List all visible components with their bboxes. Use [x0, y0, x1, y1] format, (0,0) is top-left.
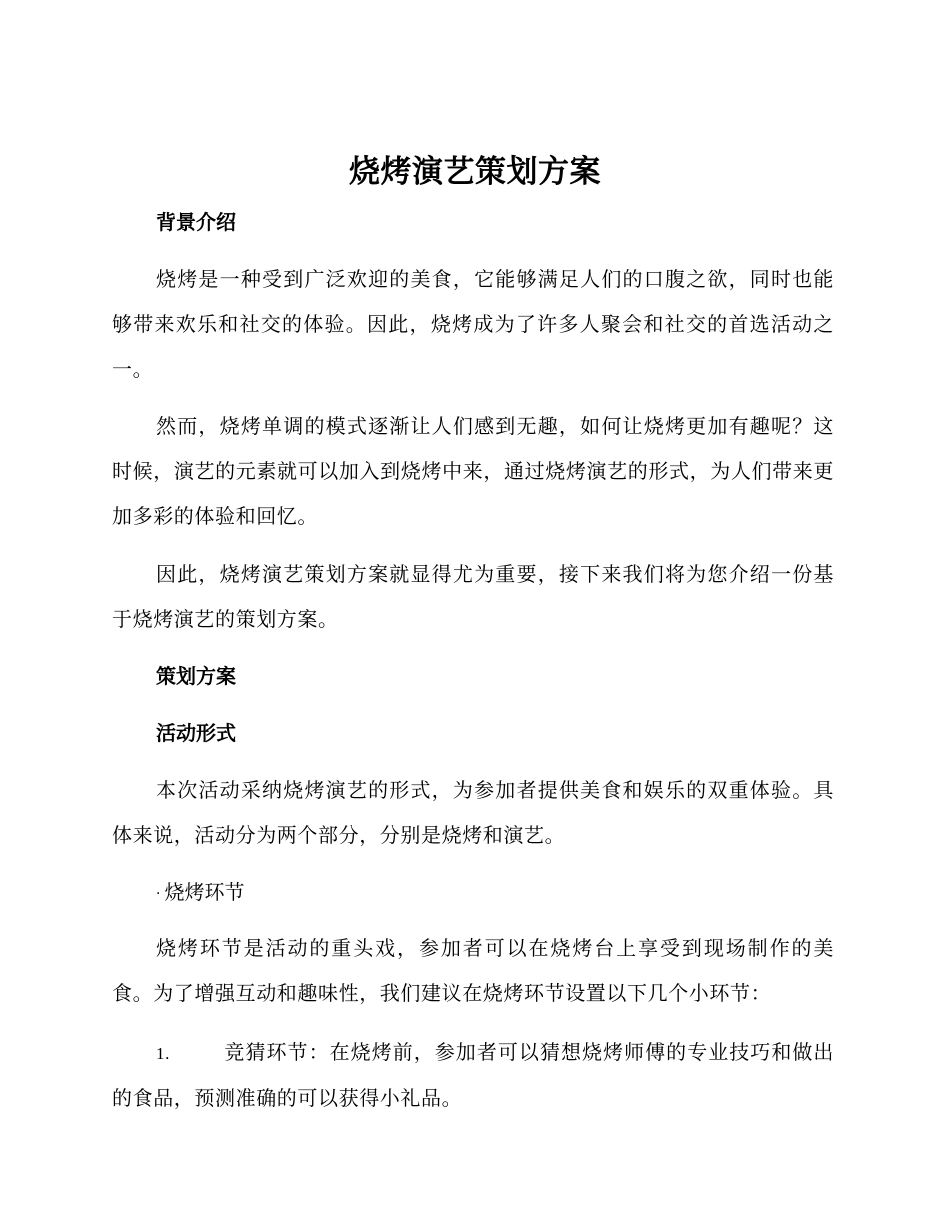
bbq-bullet-label: 烧烤环节: [164, 880, 245, 904]
bbq-bullet-item: [156, 878, 244, 908]
background-paragraph-3: 因此，烧烤演艺策划方案就显得尤为重要，接下来我们将为您介绍一份基于烧烤演艺的策划方案。: [112, 562, 834, 631]
bullet-icon: ·: [156, 885, 161, 902]
document-title: 烧烤演艺策划方案: [349, 154, 601, 190]
section-heading-plan: 策划方案: [156, 664, 236, 688]
list-item-text: 竞猜环节：在烧烤前，参加者可以猜想烧烤师傅的专业技巧和做出的食品，预测准确的可以获得小礼品。: [112, 1040, 834, 1110]
background-paragraph-2: 然而，烧烤单调的模式逐渐让人们感到无趣，如何让烧烤更加有趣呢？这时候，演艺的元素就可以加入到烧烤中来，通过烧烤演艺的形式，为人们带来更加多彩的体验和回忆。: [112, 414, 834, 528]
format-paragraph: 本次活动采纳烧烤演艺的形式，为参加者提供美食和娱乐的双重体验。具体来说，活动分为两个部分，分别是烧烤和演艺。: [112, 778, 834, 847]
section-heading-background: 背景介绍: [156, 210, 236, 234]
background-paragraph-1: 烧烤是一种受到广泛欢迎的美食，它能够满足人们的口腹之欲，同时也能够带来欢乐和社交的体验。因此，烧烤成为了许多人聚会和社交的首选活动之一。: [112, 267, 834, 381]
bbq-paragraph: 烧烤环节是活动的重头戏，参加者可以在烧烤台上享受到现场制作的美食。为了增强互动和趣味性，我们建议在烧烤环节设置以下几个小环节：: [112, 936, 834, 1005]
numbered-list-item: [112, 1030, 834, 1121]
list-item-number: 1.: [156, 1044, 170, 1063]
section-heading-format: 活动形式: [156, 721, 236, 745]
